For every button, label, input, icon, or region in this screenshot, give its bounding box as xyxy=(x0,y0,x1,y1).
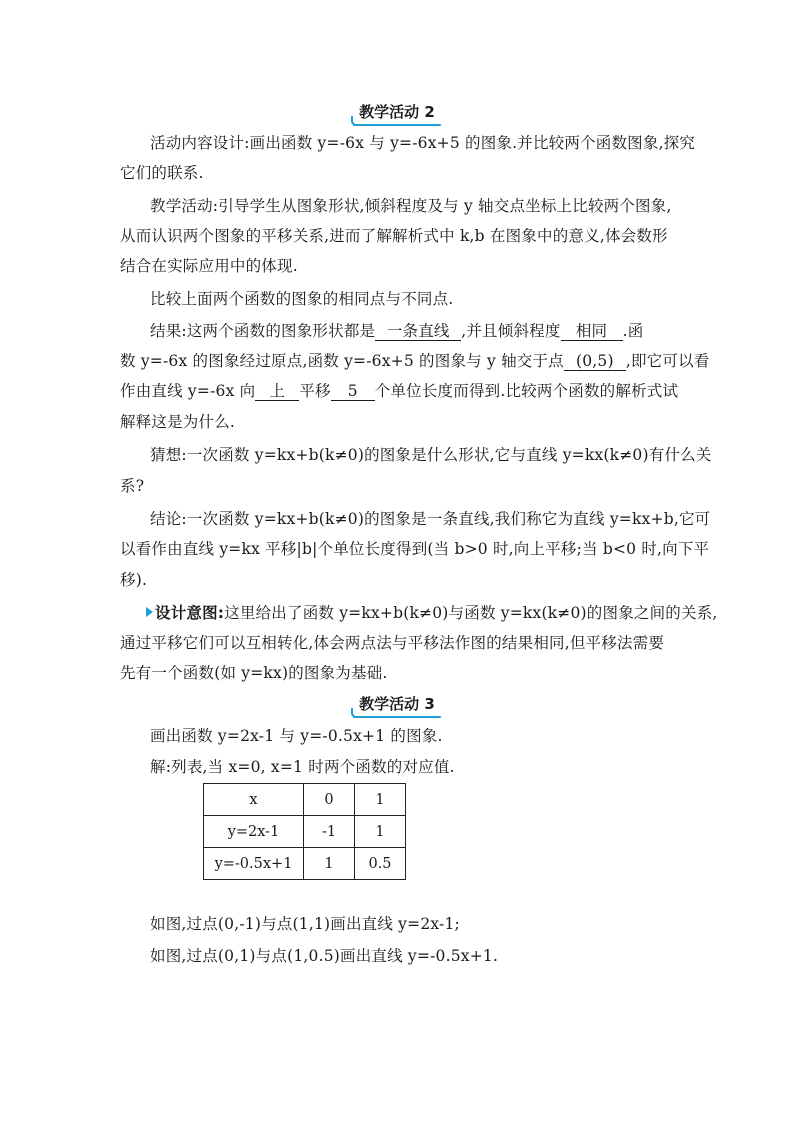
answer-blank-intercept: (0,5) xyxy=(564,353,626,371)
result-line1: 结果:这两个函数的图象形状都是 一条直线 ,并且倾斜程度 相同 .函 xyxy=(150,322,644,340)
table-row xyxy=(204,784,406,816)
triangle-marker-icon xyxy=(146,607,153,617)
activity2-content-line1: 活动内容设计:画出函数 y=-6x 与 y=-6x+5 的图象.并比较两个函数图象,探究 xyxy=(150,134,696,152)
activity2-heading: 教学活动 2 xyxy=(0,101,794,124)
answer-blank-units: 5 xyxy=(331,383,375,401)
compare-prompt: 比较上面两个函数的图象的相同点与不同点. xyxy=(150,290,454,308)
table-cell: y=-0.5x+1 xyxy=(204,848,304,880)
activity2-teaching-line2: 从而认识两个图象的平移关系,进而了解解析式中 k,b 在图象中的意义,体会数形 xyxy=(120,227,668,245)
table-cell: 1 xyxy=(355,816,406,848)
conclusion-line3: 移). xyxy=(120,571,148,589)
table-cell: x xyxy=(204,784,304,816)
design-intent-line1: 设计意图:这里给出了函数 y=kx+b(k≠0)与函数 y=kx(k≠0)的图象之间的关系, xyxy=(146,603,676,623)
result-line4: 解释这是为什么. xyxy=(120,413,236,431)
activity3-heading: 教学活动 3 xyxy=(0,693,794,716)
activity3-step2: 如图,过点(0,1)与点(1,0.5)画出直线 y=-0.5x+1. xyxy=(150,947,499,965)
activity3-step1: 如图,过点(0,-1)与点(1,1)画出直线 y=2x-1; xyxy=(150,915,460,933)
activity2-teaching-line3: 结合在实际应用中的体现. xyxy=(120,257,298,275)
design-intent-line3: 先有一个函数(如 y=kx)的图象为基础. xyxy=(120,664,388,682)
table-row xyxy=(204,848,406,880)
conclusion-line1: 结论:一次函数 y=kx+b(k≠0)的图象是一条直线,我们称它为直线 y=kx+b,它可 xyxy=(150,510,711,528)
table-row xyxy=(204,816,406,848)
answer-blank-slope: 相同 xyxy=(561,323,623,341)
conclusion-line2: 以看作由直线 y=kx 平移|b|个单位长度得到(当 b>0 时,向上平移;当 b<0 时,向下平 xyxy=(120,540,710,558)
guess-line1: 猜想:一次函数 y=kx+b(k≠0)的图象是什么形状,它与直线 y=kx(k≠0)有什么关 xyxy=(150,446,712,464)
table-cell: 0 xyxy=(304,784,355,816)
activity3-task: 画出函数 y=2x-1 与 y=-0.5x+1 的图象. xyxy=(150,727,443,745)
answer-blank-direction: 上 xyxy=(255,383,299,401)
activity3-solution: 解:列表,当 x=0, x=1 时两个函数的对应值. xyxy=(150,758,455,776)
result-line3: 作由直线 y=-6x 向 上 平移 5 个单位长度而得到.比较两个函数的解析式试 xyxy=(120,382,679,400)
table-cell: y=2x-1 xyxy=(204,816,304,848)
table-cell: 0.5 xyxy=(355,848,406,880)
result-line2: 数 y=-6x 的图象经过原点,函数 y=-6x+5 的图象与 y 轴交于点 (0,5) ,即它可以看 xyxy=(120,352,710,370)
activity2-content-line2: 它们的联系. xyxy=(120,164,204,182)
table-cell: 1 xyxy=(355,784,406,816)
answer-blank-shape: 一条直线 xyxy=(375,323,461,341)
design-intent-line2: 通过平移它们可以互相转化,体会两点法与平移法作图的结果相同,但平移法需要 xyxy=(120,634,665,652)
guess-line2: 系? xyxy=(120,477,145,495)
table-cell: 1 xyxy=(304,848,355,880)
activity2-teaching-line1: 教学活动:引导学生从图象形状,倾斜程度及与 y 轴交点坐标上比较两个图象, xyxy=(150,197,672,215)
value-table xyxy=(203,783,406,880)
table-cell: -1 xyxy=(304,816,355,848)
